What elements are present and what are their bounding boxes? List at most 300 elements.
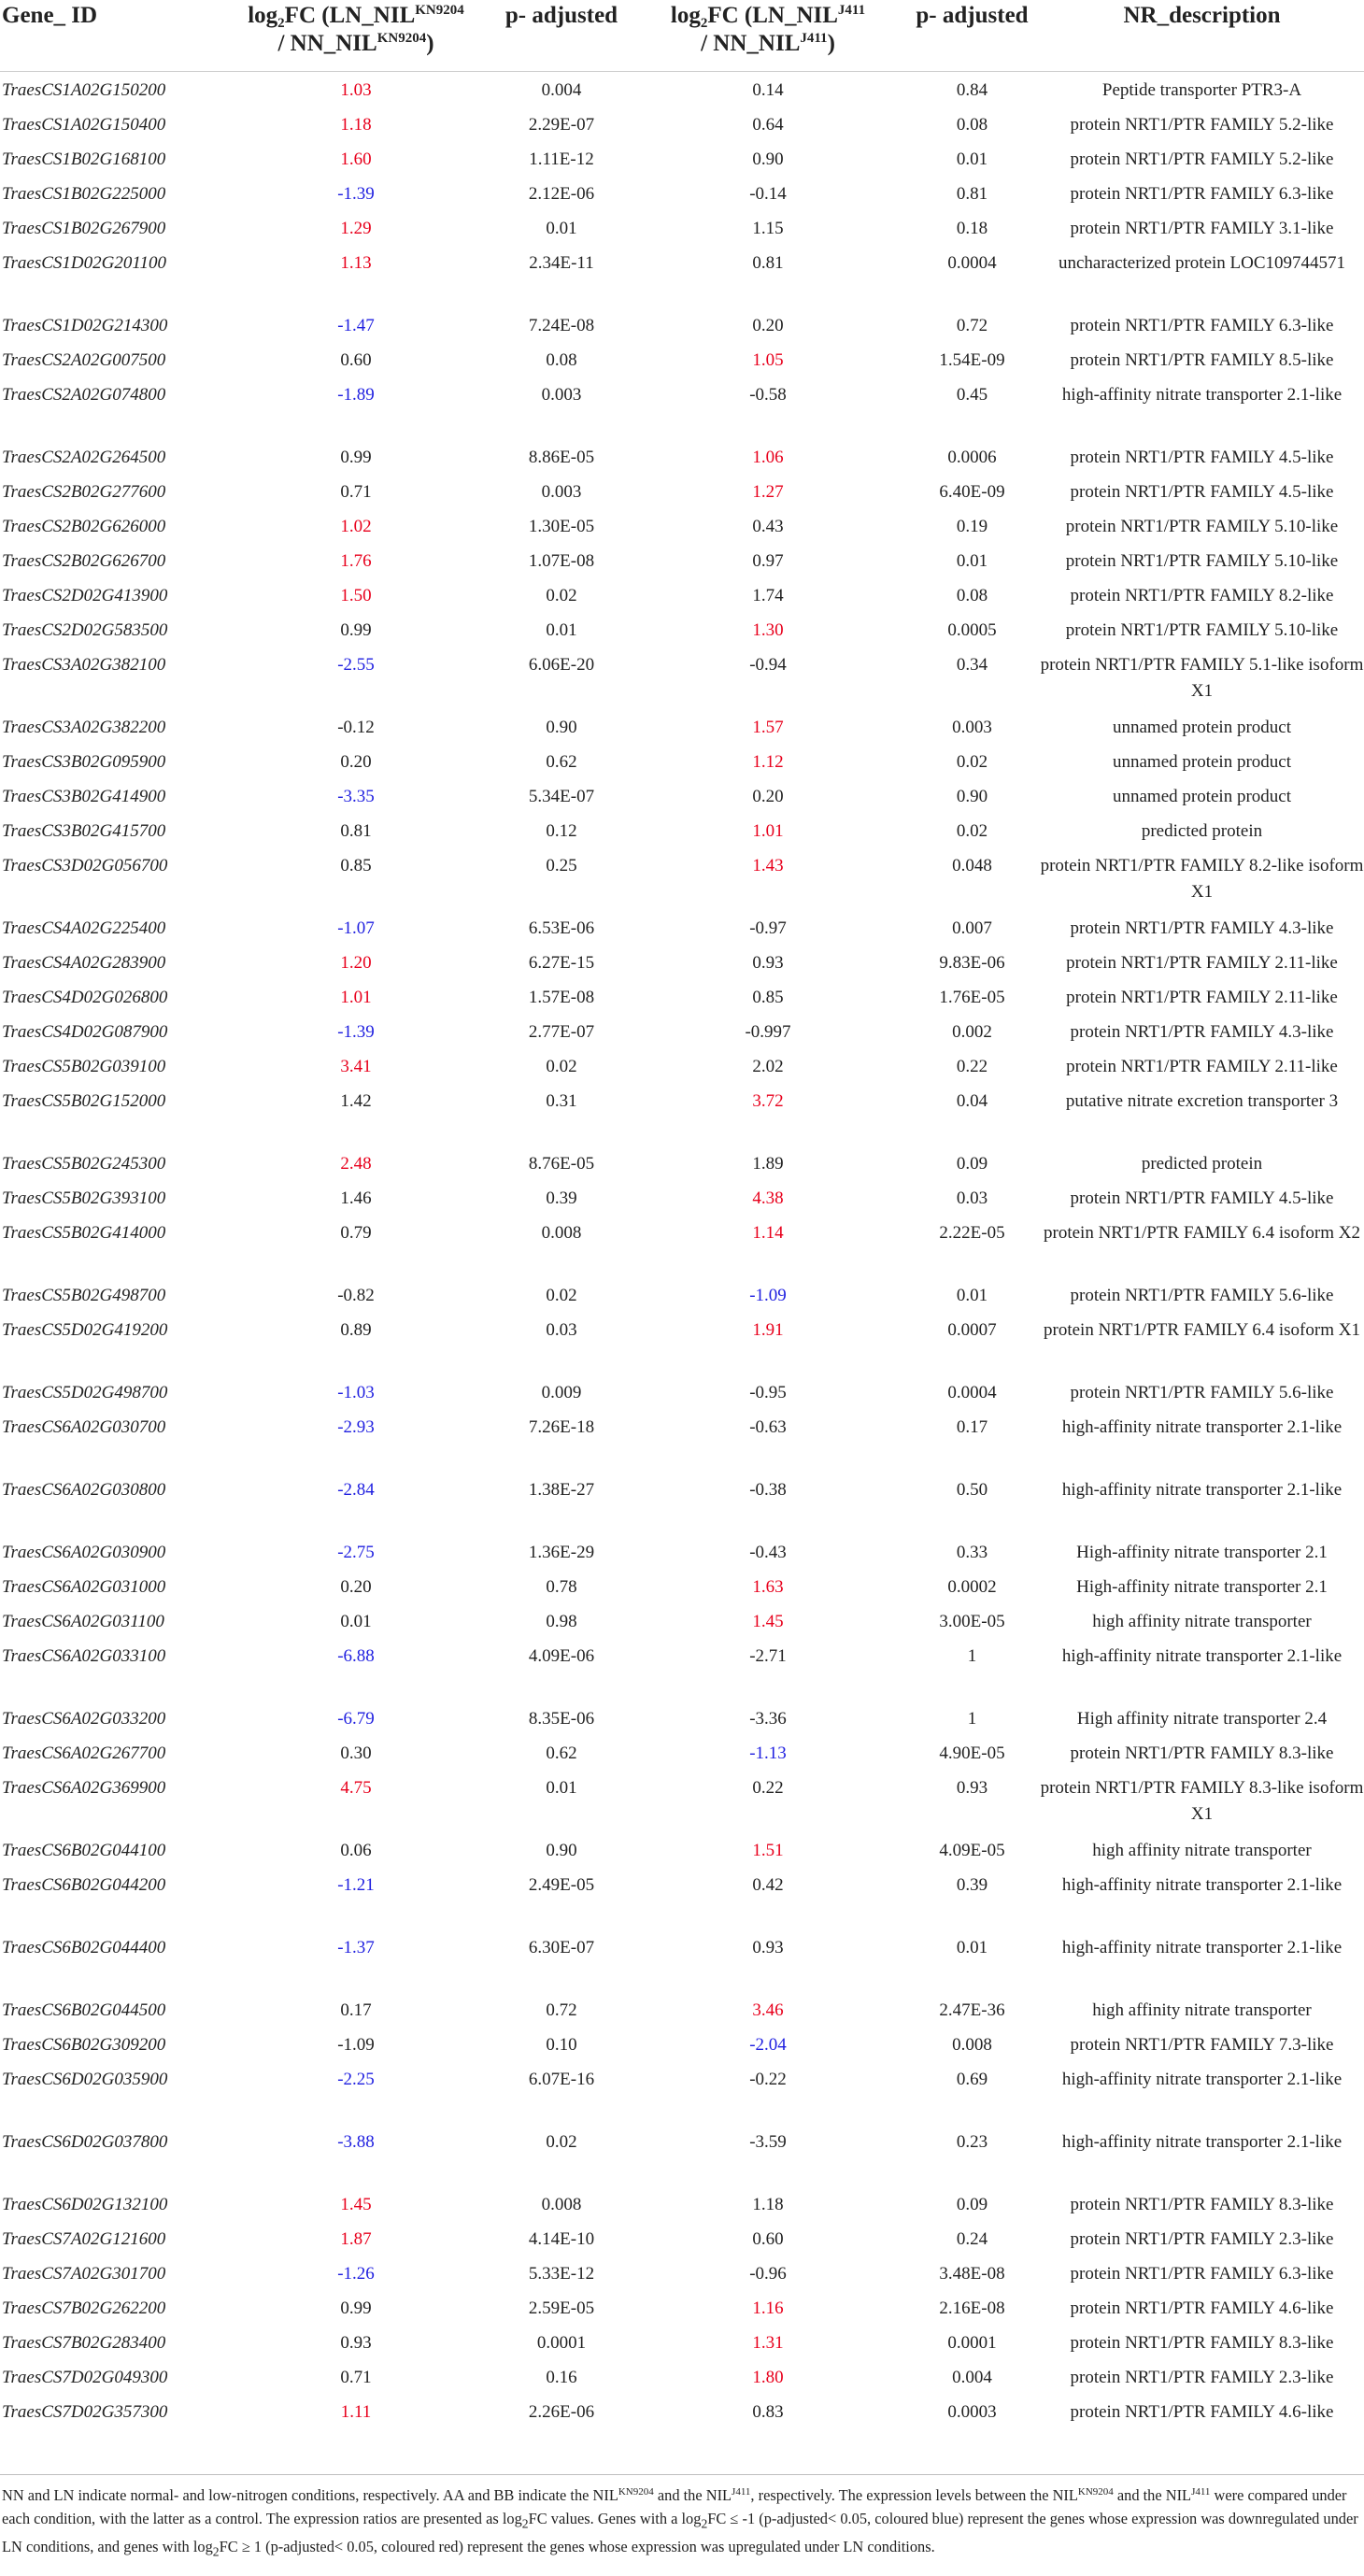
table-row (0, 1701, 1364, 1735)
padj-j411-cell: 1 (967, 1708, 977, 1729)
log2fc-j411-cell: 2.02 (752, 1056, 784, 1076)
log2fc-kn9204-cell: 0.93 (340, 2332, 372, 2353)
padj-kn9204-cell: 2.29E-07 (528, 114, 595, 135)
log2fc-j411-cell: 0.83 (752, 2401, 784, 2422)
gene-id-cell: TraesCS5B02G498700 (2, 1285, 166, 1305)
log2fc-j411-cell: -0.97 (749, 918, 787, 938)
nr-description-cell: high-affinity nitrate transporter 2.1-like (1061, 384, 1343, 405)
log2fc-j411-cell: -0.14 (749, 183, 787, 204)
table-row (0, 2186, 1364, 2221)
nr-description-cell: high affinity nitrate transporter (1092, 2000, 1312, 2020)
nr-description-cell: protein NRT1/PTR FAMILY 4.6-like (1070, 2401, 1334, 2422)
gene-id-cell: TraesCS5B02G039100 (2, 1056, 166, 1076)
padj-kn9204-cell: 0.72 (546, 2000, 577, 2020)
nr-description-cell: Peptide transporter PTR3-A (1101, 79, 1302, 100)
log2fc-j411-cell: -2.71 (749, 1645, 787, 1666)
table-row (0, 508, 1364, 543)
gene-id-cell: TraesCS3B02G415700 (2, 820, 166, 841)
padj-kn9204-cell: 2.49E-05 (528, 1874, 595, 1895)
table-row (0, 2256, 1364, 2290)
log2fc-j411-cell: 0.64 (752, 114, 784, 135)
log2fc-j411-cell: 1.51 (752, 1840, 784, 1860)
table-row (0, 612, 1364, 647)
log2fc-kn9204-cell: 0.30 (340, 1743, 372, 1763)
gene-id-cell: TraesCS3D02G056700 (2, 855, 168, 875)
log2fc-j411-cell: -0.63 (749, 1416, 787, 1437)
gene-id-cell: TraesCS7A02G121600 (2, 2228, 166, 2249)
log2fc-kn9204-cell: 1.50 (340, 585, 372, 605)
log2fc-j411-cell: 0.90 (752, 149, 784, 169)
log2fc-kn9204-cell: 1.01 (340, 987, 372, 1007)
gene-id-cell: TraesCS6D02G037800 (2, 2131, 168, 2152)
padj-kn9204-cell: 0.62 (546, 1743, 577, 1763)
header-gene-id: Gene_ ID (0, 0, 220, 71)
log2fc-kn9204-cell: 1.42 (340, 1090, 372, 1111)
table-row (0, 1735, 1364, 1770)
log2fc-j411-cell: 1.63 (752, 1576, 784, 1597)
nr-description-cell: protein NRT1/PTR FAMILY 4.5-like (1070, 481, 1334, 502)
table-row (0, 1014, 1364, 1048)
table-row (0, 543, 1364, 577)
gene-id-cell: TraesCS1A02G150200 (2, 79, 166, 100)
table-row (0, 2221, 1364, 2256)
log2fc-kn9204-cell: 1.20 (340, 952, 372, 973)
log2fc-j411-cell: 0.93 (752, 952, 784, 973)
log2fc-j411-cell: 1.31 (752, 2332, 784, 2353)
table-row (0, 2061, 1364, 2124)
gene-id-cell: TraesCS6A02G031000 (2, 1576, 166, 1597)
table-row (0, 1312, 1364, 1374)
nr-description-cell: protein NRT1/PTR FAMILY 2.3-like (1070, 2367, 1334, 2387)
table-row (0, 141, 1364, 176)
padj-j411-cell: 0.01 (956, 1285, 988, 1305)
log2fc-j411-cell: -0.95 (749, 1382, 787, 1402)
gene-id-cell: TraesCS6B02G044400 (2, 1937, 166, 1957)
log2fc-j411-cell: 0.14 (752, 79, 784, 100)
log2fc-j411-cell: -2.04 (749, 2034, 787, 2055)
padj-kn9204-cell: 0.0001 (536, 2332, 587, 2353)
table-row (0, 1277, 1364, 1312)
table-row (0, 210, 1364, 245)
padj-kn9204-cell: 0.004 (541, 79, 582, 100)
log2fc-j411-cell: 0.93 (752, 1937, 784, 1957)
log2fc-j411-cell: 0.20 (752, 315, 784, 335)
table-body (0, 71, 1364, 2428)
log2fc-j411-cell: -0.38 (749, 1479, 787, 1500)
log2fc-j411-cell: 1.05 (752, 349, 784, 370)
padj-j411-cell: 0.0002 (947, 1576, 997, 1597)
log2fc-j411-cell: 3.72 (752, 1090, 784, 1111)
log2fc-kn9204-cell: 0.20 (340, 1576, 372, 1597)
padj-kn9204-cell: 0.008 (541, 1222, 582, 1243)
gene-id-cell: TraesCS2A02G007500 (2, 349, 166, 370)
padj-j411-cell: 4.90E-05 (939, 1743, 1005, 1763)
table-row (0, 2394, 1364, 2428)
table-row (0, 71, 1364, 107)
padj-j411-cell: 0.09 (956, 1153, 988, 1174)
log2fc-kn9204-cell: 0.01 (340, 1611, 372, 1631)
padj-j411-cell: 0.002 (952, 1021, 992, 1042)
padj-kn9204-cell: 4.14E-10 (528, 2228, 595, 2249)
padj-j411-cell: 2.22E-05 (939, 1222, 1005, 1243)
padj-j411-cell: 1.54E-09 (939, 349, 1005, 370)
log2fc-kn9204-cell: -1.26 (337, 2263, 375, 2284)
padj-kn9204-cell: 0.02 (546, 2131, 577, 2152)
padj-kn9204-cell: 0.98 (546, 1611, 577, 1631)
table-row (0, 813, 1364, 847)
gene-id-cell: TraesCS7B02G262200 (2, 2298, 166, 2318)
nr-description-cell: high-affinity nitrate transporter 2.1-like (1061, 1416, 1343, 1437)
table-row (0, 2027, 1364, 2061)
log2fc-j411-cell: -0.22 (749, 2069, 787, 2089)
header-log2fc-j411: $\log_2FC$ ($LN\_NIL^{J411}$ / $NN\_NIL^{J411}$) (632, 0, 904, 71)
gene-id-cell: TraesCS6A02G267700 (2, 1743, 166, 1763)
table-row (0, 474, 1364, 508)
padj-j411-cell: 0.72 (956, 315, 988, 335)
padj-j411-cell: 0.24 (956, 2228, 988, 2249)
padj-kn9204-cell: 0.009 (541, 1382, 582, 1402)
nr-description-cell: protein NRT1/PTR FAMILY 4.3-like (1070, 918, 1334, 938)
nr-description-cell: protein NRT1/PTR FAMILY 5.10-like (1065, 619, 1339, 640)
nr-description-cell: protein NRT1/PTR FAMILY 4.6-like (1070, 2298, 1334, 2318)
gene-id-cell: TraesCS6B02G044500 (2, 2000, 166, 2020)
gene-id-cell: TraesCS6D02G132100 (2, 2194, 168, 2214)
padj-kn9204-cell: 2.12E-06 (528, 183, 595, 204)
nr-description-cell: protein NRT1/PTR FAMILY 5.10-like (1065, 550, 1339, 571)
header-padj-2: p- adjusted (904, 0, 1040, 71)
table-row (0, 1048, 1364, 1083)
padj-j411-cell: 0.0004 (947, 252, 997, 273)
log2fc-j411-cell: -3.36 (749, 1708, 787, 1729)
gene-id-cell: TraesCS4D02G026800 (2, 987, 168, 1007)
gene-id-cell: TraesCS1B02G168100 (2, 149, 166, 169)
padj-kn9204-cell: 0.01 (546, 1777, 577, 1798)
padj-kn9204-cell: 0.02 (546, 585, 577, 605)
log2fc-kn9204-cell: 1.87 (340, 2228, 372, 2249)
table-row (0, 107, 1364, 141)
table-row (0, 778, 1364, 813)
padj-j411-cell: 0.0004 (947, 1382, 997, 1402)
log2fc-kn9204-cell: -6.79 (337, 1708, 375, 1729)
nr-description-cell: putative nitrate excretion transporter 3 (1065, 1090, 1339, 1111)
padj-kn9204-cell: 4.09E-06 (528, 1645, 595, 1666)
log2fc-j411-cell: -0.94 (749, 654, 787, 675)
padj-kn9204-cell: 8.76E-05 (528, 1153, 595, 1174)
gene-id-cell: TraesCS5B02G393100 (2, 1188, 166, 1208)
gene-id-cell: TraesCS3B02G095900 (2, 751, 166, 772)
table-row (0, 342, 1364, 377)
nr-description-cell: protein NRT1/PTR FAMILY 8.3-like (1070, 2194, 1334, 2214)
log2fc-j411-cell: 4.38 (752, 1188, 784, 1208)
padj-j411-cell: 0.01 (956, 550, 988, 571)
log2fc-j411-cell: 1.89 (752, 1153, 784, 1174)
padj-kn9204-cell: 0.39 (546, 1188, 577, 1208)
log2fc-j411-cell: 0.43 (752, 516, 784, 536)
table-row (0, 847, 1364, 910)
nr-description-cell: protein NRT1/PTR FAMILY 7.3-like (1070, 2034, 1334, 2055)
log2fc-kn9204-cell: 1.46 (340, 1188, 372, 1208)
padj-kn9204-cell: 5.33E-12 (528, 2263, 595, 2284)
gene-id-cell: TraesCS1B02G267900 (2, 218, 166, 238)
gene-id-cell: TraesCS5B02G245300 (2, 1153, 166, 1174)
nr-description-cell: protein NRT1/PTR FAMILY 2.11-like (1066, 1056, 1338, 1076)
nr-description-cell: protein NRT1/PTR FAMILY 2.11-like (1066, 987, 1338, 1007)
log2fc-kn9204-cell: -2.55 (337, 654, 375, 675)
padj-j411-cell: 0.09 (956, 2194, 988, 2214)
log2fc-kn9204-cell: 0.06 (340, 1840, 372, 1860)
table-row (0, 2124, 1364, 2186)
log2fc-kn9204-cell: -1.47 (337, 315, 375, 335)
padj-j411-cell: 0.90 (956, 786, 988, 806)
padj-j411-cell: 3.48E-08 (939, 2263, 1005, 2284)
log2fc-kn9204-cell: 1.03 (340, 79, 372, 100)
log2fc-j411-cell: 1.57 (752, 717, 784, 737)
gene-id-cell: TraesCS6A02G369900 (2, 1777, 166, 1798)
padj-kn9204-cell: 1.36E-29 (528, 1542, 595, 1562)
header-padj-1: p- adjusted (491, 0, 632, 71)
nr-description-cell: protein NRT1/PTR FAMILY 5.2-like (1070, 114, 1334, 135)
gene-id-cell: TraesCS2A02G074800 (2, 384, 166, 405)
nr-description-cell: protein NRT1/PTR FAMILY 6.3-like (1070, 315, 1334, 335)
padj-j411-cell: 0.84 (956, 79, 988, 100)
padj-j411-cell: 0.19 (956, 516, 988, 536)
padj-j411-cell: 0.69 (956, 2069, 988, 2089)
table-row (0, 979, 1364, 1014)
log2fc-j411-cell: 0.20 (752, 786, 784, 806)
padj-j411-cell: 0.048 (952, 855, 992, 875)
nr-description-cell: unnamed protein product (1112, 786, 1291, 806)
log2fc-kn9204-cell: 1.76 (340, 550, 372, 571)
gene-id-cell: TraesCS6A02G031100 (2, 1611, 164, 1631)
table-row (0, 1409, 1364, 1472)
padj-kn9204-cell: 0.02 (546, 1056, 577, 1076)
padj-kn9204-cell: 1.38E-27 (528, 1479, 595, 1500)
table-row (0, 1832, 1364, 1867)
padj-j411-cell: 0.03 (956, 1188, 988, 1208)
padj-kn9204-cell: 5.34E-07 (528, 786, 595, 806)
padj-j411-cell: 0.18 (956, 218, 988, 238)
log2fc-kn9204-cell: -2.75 (337, 1542, 375, 1562)
padj-kn9204-cell: 6.07E-16 (528, 2069, 595, 2089)
padj-kn9204-cell: 0.31 (546, 1090, 577, 1111)
log2fc-j411-cell: 1.01 (752, 820, 784, 841)
log2fc-j411-cell: 3.46 (752, 2000, 784, 2020)
log2fc-kn9204-cell: 1.02 (340, 516, 372, 536)
nr-description-cell: High affinity nitrate transporter 2.4 (1076, 1708, 1328, 1729)
log2fc-j411-cell: 1.06 (752, 447, 784, 467)
log2fc-kn9204-cell: 1.60 (340, 149, 372, 169)
log2fc-j411-cell: 1.12 (752, 751, 784, 772)
padj-kn9204-cell: 0.01 (546, 619, 577, 640)
gene-id-cell: TraesCS2D02G413900 (2, 585, 168, 605)
gene-id-cell: TraesCS1D02G201100 (2, 252, 166, 273)
padj-j411-cell: 0.02 (956, 751, 988, 772)
table-row (0, 307, 1364, 342)
padj-kn9204-cell: 2.59E-05 (528, 2298, 595, 2318)
gene-id-cell: TraesCS6A02G033100 (2, 1645, 166, 1666)
log2fc-kn9204-cell: 0.81 (340, 820, 372, 841)
table-row (0, 1929, 1364, 1992)
nr-description-cell: high affinity nitrate transporter (1092, 1840, 1312, 1860)
gene-id-cell: TraesCS6B02G044100 (2, 1840, 166, 1860)
padj-kn9204-cell: 0.25 (546, 855, 577, 875)
log2fc-kn9204-cell: 1.11 (340, 2401, 372, 2422)
gene-id-cell: TraesCS5B02G152000 (2, 1090, 166, 1111)
log2fc-kn9204-cell: 1.18 (340, 114, 372, 135)
table-row (0, 1770, 1364, 1832)
table-row (0, 1083, 1364, 1146)
padj-kn9204-cell: 0.003 (541, 481, 582, 502)
gene-id-cell: TraesCS5D02G419200 (2, 1319, 168, 1340)
nr-description-cell: high-affinity nitrate transporter 2.1-like (1061, 1937, 1343, 1957)
log2fc-j411-cell: 1.16 (752, 2298, 784, 2318)
nr-description-cell: high affinity nitrate transporter (1092, 1611, 1312, 1631)
nr-description-cell: protein NRT1/PTR FAMILY 8.2-like isoform X1 (1040, 855, 1364, 902)
log2fc-kn9204-cell: 1.29 (340, 218, 372, 238)
table-row (0, 245, 1364, 307)
table-row (0, 439, 1364, 474)
table-row (0, 744, 1364, 778)
log2fc-kn9204-cell: -3.88 (337, 2131, 375, 2152)
padj-kn9204-cell: 0.10 (546, 2034, 577, 2055)
nr-description-cell: High-affinity nitrate transporter 2.1 (1076, 1576, 1328, 1597)
gene-id-cell: TraesCS6A02G030800 (2, 1479, 166, 1500)
nr-description-cell: protein NRT1/PTR FAMILY 6.3-like (1070, 183, 1334, 204)
log2fc-kn9204-cell: 1.45 (340, 2194, 372, 2214)
log2fc-j411-cell: 0.81 (752, 252, 784, 273)
table-row (0, 176, 1364, 210)
gene-id-cell: TraesCS6A02G033200 (2, 1708, 166, 1729)
padj-kn9204-cell: 2.77E-07 (528, 1021, 595, 1042)
log2fc-j411-cell: 0.85 (752, 987, 784, 1007)
gene-id-cell: TraesCS2A02G264500 (2, 447, 166, 467)
log2fc-kn9204-cell: 0.99 (340, 619, 372, 640)
log2fc-kn9204-cell: -3.35 (337, 786, 375, 806)
log2fc-kn9204-cell: -2.25 (337, 2069, 375, 2089)
gene-id-cell: TraesCS2B02G626000 (2, 516, 166, 536)
nr-description-cell: high-affinity nitrate transporter 2.1-like (1061, 2069, 1343, 2089)
padj-j411-cell: 0.45 (956, 384, 988, 405)
padj-j411-cell: 0.04 (956, 1090, 988, 1111)
padj-kn9204-cell: 0.003 (541, 384, 582, 405)
log2fc-j411-cell: 1.30 (752, 619, 784, 640)
log2fc-j411-cell: 1.15 (752, 218, 784, 238)
table-row (0, 1569, 1364, 1603)
gene-id-cell: TraesCS4A02G225400 (2, 918, 166, 938)
nr-description-cell: high-affinity nitrate transporter 2.1-like (1061, 2131, 1343, 2152)
padj-kn9204-cell: 1.30E-05 (528, 516, 595, 536)
gene-id-cell: TraesCS6B02G309200 (2, 2034, 166, 2055)
padj-kn9204-cell: 0.90 (546, 1840, 577, 1860)
log2fc-kn9204-cell: 0.71 (340, 481, 372, 502)
nr-description-cell: uncharacterized protein LOC109744571 (1058, 252, 1346, 273)
log2fc-kn9204-cell: 0.89 (340, 1319, 372, 1340)
table-row (0, 377, 1364, 439)
table-row (0, 1472, 1364, 1534)
padj-j411-cell: 0.01 (956, 1937, 988, 1957)
nr-description-cell: protein NRT1/PTR FAMILY 2.11-like (1066, 952, 1338, 973)
padj-j411-cell: 0.81 (956, 183, 988, 204)
table-row (0, 709, 1364, 744)
table-row (0, 1146, 1364, 1180)
table-row (0, 1603, 1364, 1638)
log2fc-kn9204-cell: 0.79 (340, 1222, 372, 1243)
gene-id-cell: TraesCS7A02G301700 (2, 2263, 166, 2284)
table-row (0, 1374, 1364, 1409)
nr-description-cell: protein NRT1/PTR FAMILY 3.1-like (1070, 218, 1334, 238)
table-row (0, 1180, 1364, 1215)
log2fc-kn9204-cell: 0.71 (340, 2367, 372, 2387)
nr-description-cell: protein NRT1/PTR FAMILY 5.6-like (1070, 1382, 1334, 1402)
padj-kn9204-cell: 6.27E-15 (528, 952, 595, 973)
gene-id-cell: TraesCS2B02G277600 (2, 481, 166, 502)
nr-description-cell: protein NRT1/PTR FAMILY 8.3-like (1070, 2332, 1334, 2353)
table-row (0, 577, 1364, 612)
padj-j411-cell: 0.0006 (947, 447, 997, 467)
nr-description-cell: protein NRT1/PTR FAMILY 8.2-like (1070, 585, 1334, 605)
padj-kn9204-cell: 0.02 (546, 1285, 577, 1305)
padj-j411-cell: 0.02 (956, 820, 988, 841)
log2fc-kn9204-cell: 4.75 (340, 1777, 372, 1798)
padj-j411-cell: 2.47E-36 (939, 2000, 1005, 2020)
padj-j411-cell: 0.0007 (947, 1319, 997, 1340)
nr-description-cell: high-affinity nitrate transporter 2.1-like (1061, 1874, 1343, 1895)
log2fc-j411-cell: -1.09 (749, 1285, 787, 1305)
log2fc-kn9204-cell: -1.03 (337, 1382, 375, 1402)
log2fc-j411-cell: -0.997 (745, 1021, 791, 1042)
log2fc-j411-cell: -0.96 (749, 2263, 787, 2284)
log2fc-kn9204-cell: -6.88 (337, 1645, 375, 1666)
log2fc-j411-cell: 1.18 (752, 2194, 784, 2214)
padj-j411-cell: 0.0001 (947, 2332, 997, 2353)
nr-description-cell: protein NRT1/PTR FAMILY 5.1-like isoform X1 (1040, 654, 1364, 701)
gene-id-cell: TraesCS6B02G044200 (2, 1874, 166, 1895)
log2fc-j411-cell: -1.13 (749, 1743, 787, 1763)
nr-description-cell: protein NRT1/PTR FAMILY 4.5-like (1070, 447, 1334, 467)
gene-id-cell: TraesCS3A02G382100 (2, 654, 166, 675)
nr-description-cell: protein NRT1/PTR FAMILY 5.2-like (1070, 149, 1334, 169)
log2fc-kn9204-cell: -1.89 (337, 384, 375, 405)
padj-j411-cell: 4.09E-05 (939, 1840, 1005, 1860)
padj-kn9204-cell: 0.008 (541, 2194, 582, 2214)
padj-j411-cell: 0.17 (956, 1416, 988, 1437)
gene-id-cell: TraesCS4D02G087900 (2, 1021, 168, 1042)
log2fc-kn9204-cell: 0.99 (340, 447, 372, 467)
nr-description-cell: High-affinity nitrate transporter 2.1 (1076, 1542, 1328, 1562)
log2fc-j411-cell: 1.80 (752, 2367, 784, 2387)
log2fc-kn9204-cell: -1.21 (337, 1874, 375, 1895)
nr-description-cell: protein NRT1/PTR FAMILY 8.3-like isoform X1 (1040, 1777, 1364, 1824)
log2fc-kn9204-cell: -1.39 (337, 183, 375, 204)
log2fc-kn9204-cell: -1.39 (337, 1021, 375, 1042)
log2fc-kn9204-cell: 0.20 (340, 751, 372, 772)
padj-kn9204-cell: 1.57E-08 (528, 987, 595, 1007)
padj-kn9204-cell: 6.06E-20 (528, 654, 595, 675)
padj-kn9204-cell: 7.26E-18 (528, 1416, 595, 1437)
nr-description-cell: predicted protein (1141, 820, 1263, 841)
padj-j411-cell: 0.93 (956, 1777, 988, 1798)
padj-j411-cell: 0.34 (956, 654, 988, 675)
padj-j411-cell: 0.22 (956, 1056, 988, 1076)
gene-id-cell: TraesCS4A02G283900 (2, 952, 166, 973)
gene-id-cell: TraesCS6D02G035900 (2, 2069, 168, 2089)
log2fc-kn9204-cell: 1.13 (340, 252, 372, 273)
nr-description-cell: high-affinity nitrate transporter 2.1-like (1061, 1645, 1343, 1666)
log2fc-kn9204-cell: -2.84 (337, 1479, 375, 1500)
table-row (0, 945, 1364, 979)
gene-id-cell: TraesCS1B02G225000 (2, 183, 166, 204)
table-row (0, 1992, 1364, 2027)
